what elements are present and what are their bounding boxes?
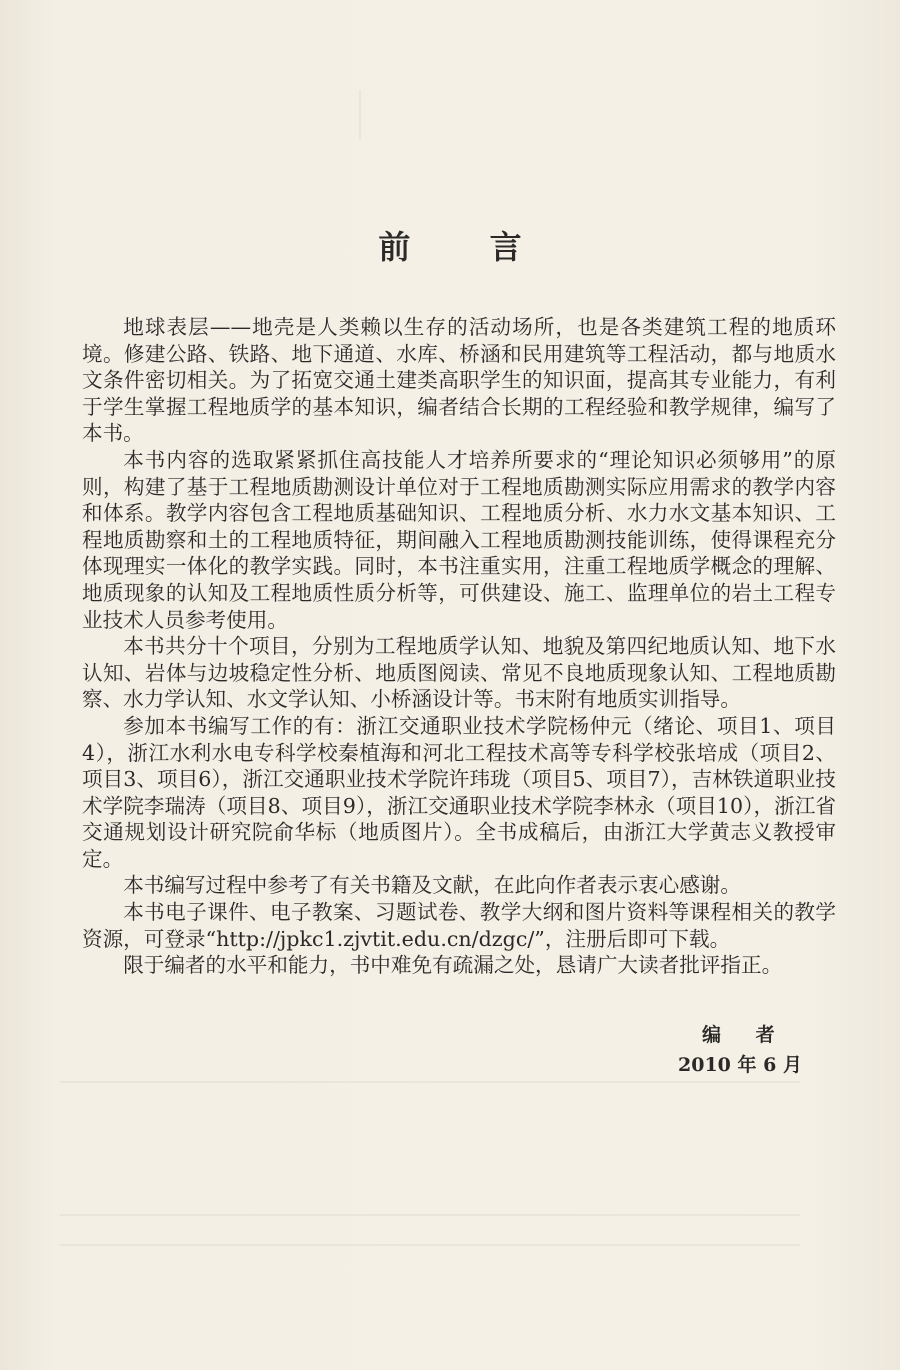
paragraph: 参加本书编写工作的有：浙江交通职业技术学院杨仲元（绪论、项目1、项目4），浙江水利水电专科学校秦植海和河北工程技术高等专科学校张培成（项目2、项目3、项目6），浙江交通职业技术学院许玮珑（项目5、项目7），吉林铁道职业技术学院李瑞涛（项目8、项目9），浙江交通职业技术学院李林永（项目10），浙江省交通规划设计研究院俞华标（地质图片）。全书成稿后，由浙江大学黄志义教授审定。 [82, 713, 836, 871]
preface-body [82, 314, 836, 979]
page-title: 前 言 [378, 228, 556, 266]
paragraph: 本书编写过程中参考了有关书籍及文献，在此向作者表示衷心感谢。 [123, 873, 741, 898]
signature-date: 2010 年 6 月 [678, 1054, 802, 1076]
paragraph: 本书内容的选取紧紧抓住高技能人才培养所要求的“理论知识必须够用”的原则，构建了基于工程地质勘测设计单位对于工程地质勘测实际应用需求的教学内容和体系。教学内容包含工程地质基础知识、工程地质分析、水力水文基本知识、工程地质勘察和土的工程地质特征，期间融入工程地质勘测技能训练，使得课程充分体现理实一体化的教学实践。同时，本书注重实用，注重工程地质学概念的理解、地质现象的认知及工程地质性质分析等，可供建设、施工、监理单位的岩土工程专业技术人员参考使用。 [82, 447, 836, 632]
paragraph: 限于编者的水平和能力，书中难免有疏漏之处，恳请广大读者批评指正。 [123, 953, 783, 978]
paragraph: 本书共分十个项目，分别为工程地质学认知、地貌及第四纪地质认知、地下水认知、岩体与边坡稳定性分析、地质图阅读、常见不良地质现象认知、工程地质勘察、水力学认知、水文学认知、小桥涵设计等。书末附有地质实训指导。 [82, 634, 836, 712]
paragraph: 本书电子课件、电子教案、习题试卷、教学大纲和图片资料等课程相关的教学资源，可登录“http://jpkc1.zjvtit.edu.cn/dzgc/”，注册后即可下载。 [82, 900, 836, 951]
signature-author: 编 者 [702, 1024, 789, 1046]
paragraph: 地球表层——地壳是人类赖以生存的活动场所，也是各类建筑工程的地质环境。修建公路、铁路、地下通道、水库、桥涵和民用建筑等工程活动，都与地质水文条件密切相关。为了拓宽交通土建类高职学生的知识面，提高其专业能力，有利于学生掌握工程地质学的基本知识，编者结合长期的工程经验和教学规律，编写了本书。 [82, 315, 836, 446]
